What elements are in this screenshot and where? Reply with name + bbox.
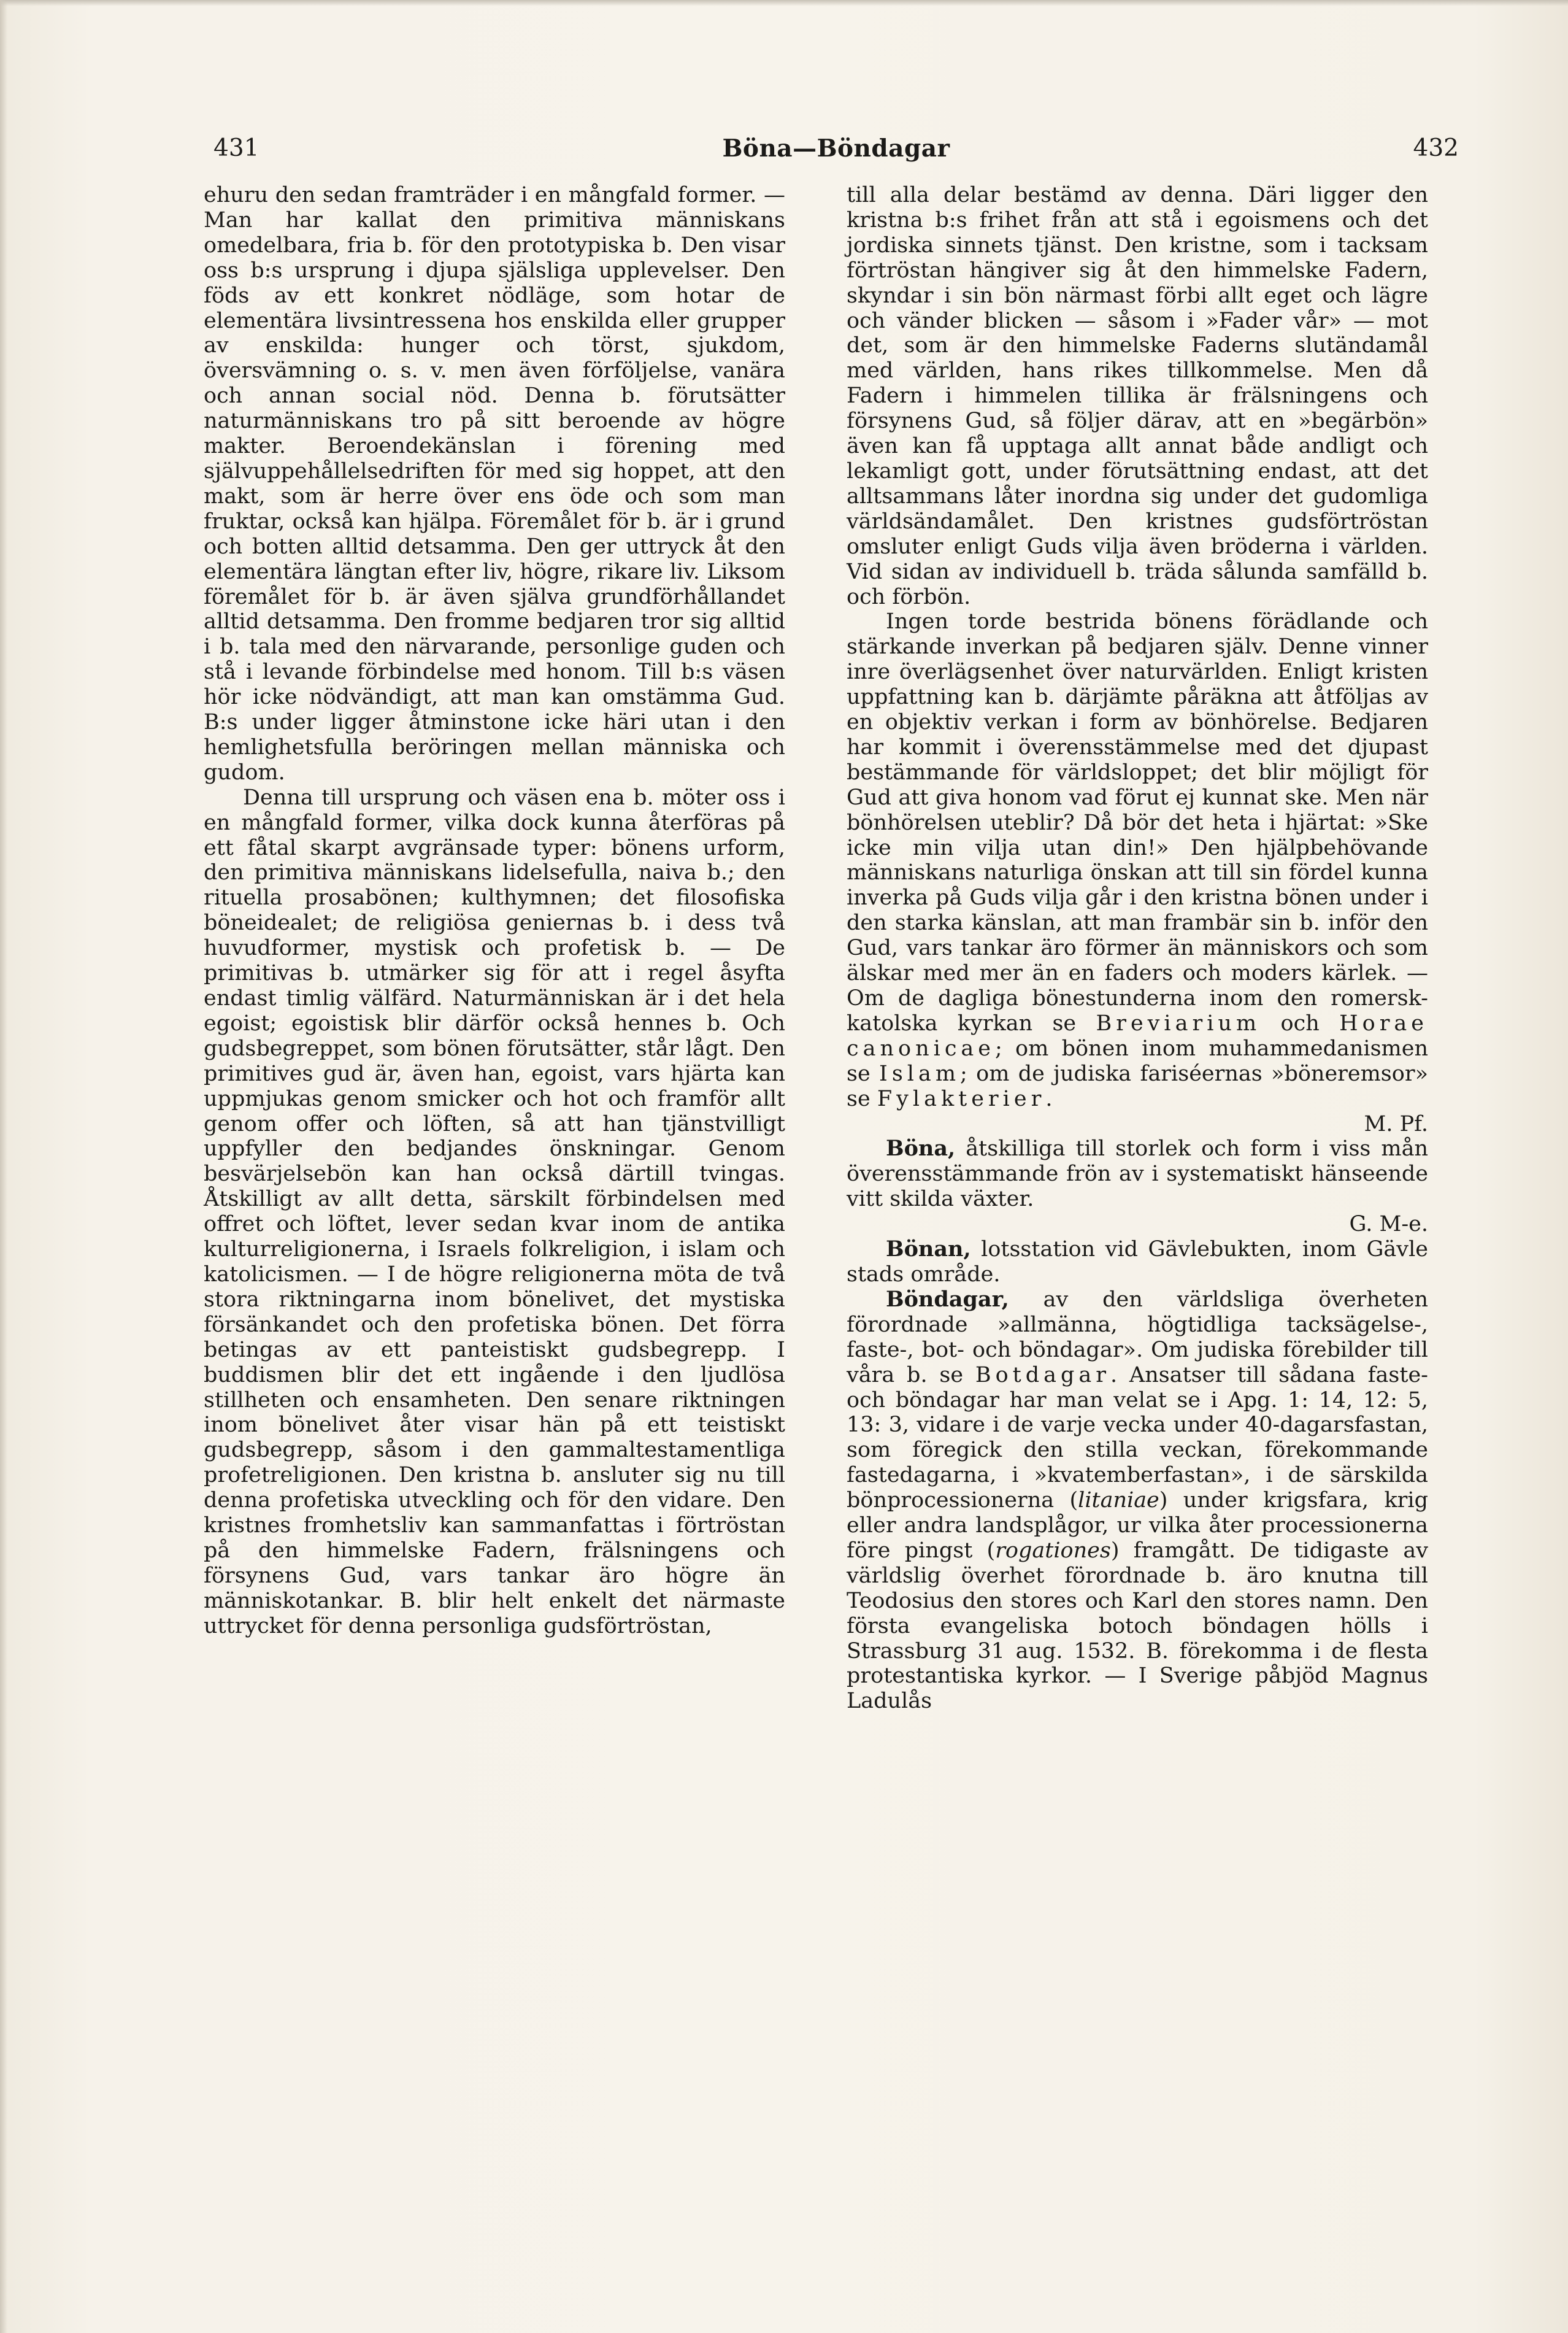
cross-reference-botdagar: Botdagar [975,1362,1110,1387]
left-column [204,183,785,1639]
entry-bondagar [847,1287,1428,1714]
cross-reference-horae-canonicae: Horae canonicae [847,1011,1428,1061]
italic-term-litaniae: litaniae [1078,1488,1159,1513]
right-paragraph-2 [847,609,1428,1136]
right-paragraph-1: till alla delar bestämd av denna. Däri ligger den kristna b:s frihet från att stå i egoismens och det jordiska sinnets tjänst. Den kristne, som i tacksam förtröstan hängiver sig åt den himmelske Fadern, skyndar i sin bön närmast förbi allt eget och lägre och vänder blicken — såsom i »Fader vår» — mot det, som är den himmelske Faderns slutändamål med världen, hans rikes tillkommelse. Men då Fadern i himmelen tillika är frälsningens och försynens Gud, så följer därav, att en »begärbön» även kan få upptaga allt annat både andligt och lekamligt gott, under förutsättning endast, att det alltsammans låter inordna sig under det gudomliga världsändamålet. Den kristnes gudsförtröstan omsluter enligt Guds vilja även bröderna i världen. Vid sidan av individuell b. träda sålunda samfälld b. och förbön. [847,183,1428,609]
entry-text-bondagar-c: ) under krigsfara, krig eller andra landsplågor, ur vilka åter processionerna före pingst ( [847,1488,1429,1563]
page-top-edge [0,0,1568,6]
entry-bona [847,1136,1428,1237]
cross-reference-islam: Islam [879,1061,961,1086]
entry-text-bonan: lotsstation vid Gävlebukten, inom Gävle stads område. [847,1237,1428,1287]
right-paragraph-2-dot: . [1045,1086,1053,1111]
cross-reference-fylakterier: Fylakterier [877,1086,1046,1111]
entry-text-bondagar-d: ) framgått. De tidigaste av världslig överhet förordnade b. äro knutna till Teodosius den stores och Karl den stores namn. Den första evangeliska botoch böndagen hölls i Strassburg 31 aug. 1532. B. förekomma i de flesta protestantiska kyrkor. — I Sverige påbjöd Magnus Ladulås [847,1538,1428,1714]
left-paragraph-2: Denna till ursprung och väsen ena b. möter oss i en mångfald former, vilka dock kunna återföras på ett fåtal skarpt avgränsade typer: bönens urform, den primitiva människans lidelsefulla, naiva b.; den rituella prosabönen; kulthymnen; det filosofiska böneidealet; de religiösa geniernas b. i dess två huvudformer, mystisk och profetisk b. — De primitivas b. utmärker sig för att i regel åsyfta endast timlig välfärd. Naturmänniskan är i det hela egoist; egoistisk blir därför också hennes b. Och gudsbegreppet, som bönen förutsätter, står lågt. Den primitives gud är, även han, egoist, vars hjärta kan uppmjukas genom smicker och hot och framför allt genom offer och löften, så att han tjänstvilligt uppfyller den bedjandes önskningar. Genom besvärjelsebön kan han också därtill tvingas. Åtskilligt av allt detta, särskilt förbindelsen med offret och löftet, lever sedan kvar inom de antika kulturreligionerna, i Israels folkreligion, i islam och katolicismen. — I de högre religionerna möta de två stora riktningarna inom bönelivet, det mystiska försänkandet och den profetiska bönen. Det förra betingas av ett panteistiskt gudsbegrepp. I buddismen blir det ett ingående i den ljudlösa stillheten och ensamheten. Den senare riktningen inom bönelivet åter visar hän på ett teistiskt gudsbegrepp, såsom i den gammaltestamentliga profetreligionen. Den kristna b. ansluter sig nu till denna profetiska utveckling och för den vidare. Den kristnes fromhetsliv kan sammanfattas i förtröstan på den himmelske Fadern, frälsningens och försynens Gud, vars tankar äro högre än människotankar. B. blir helt enkelt det närmaste uttrycket för denna personliga gudsförtröstan, [204,785,785,1638]
entry-bonan [847,1237,1428,1287]
page-number-left: 431 [213,134,259,162]
cross-reference-breviarium: Breviarium [1096,1011,1261,1036]
running-title: Böna—Böndagar [722,134,950,163]
left-paragraph-1: ehuru den sedan framträder i en mångfald former. — Man har kallat den primitiva människans omedelbara, fria b. för den prototypiska b. Den visar oss b:s ursprung i djupa själsliga upplevelser. Den föds av ett konkret nödläge, som hotar de elementära livsintressena hos enskilda eller grupper av enskilda: hunger och törst, sjukdom, översvämning o. s. v. men även förföljelse, vanära och annan social nöd. Denna b. förutsätter naturmänniskans tro på sitt beroende av högre makter. Beroendekänslan i förening med självuppehållelsedriften för med sig hoppet, att den makt, som är herre över ens öde och som man fruktar, också kan hjälpa. Föremålet för b. är i grund och botten alltid detsamma. Den ger uttryck åt den elementära längtan efter liv, högre, rikare liv. Liksom föremålet för b. är även själva grundförhållandet alltid detsamma. Den fromme bedjaren tror sig alltid i b. tala med den närvarande, personlige guden och stå i levande förbindelse med honom. Till b:s väsen hör icke nödvändigt, att man kan omstämma Gud. B:s under ligger åtminstone icke häri utan i den hemlighetsfulla beröringen mellan människa och gudom. [204,183,785,785]
entry-text-bondagar-a: av den världsliga överheten förordnade »allmänna, högtidliga tacksägelse-, faste-, bot- och böndagar». Om judiska förebilder till våra b. se [847,1287,1428,1387]
entry-text-bona: åtskilliga till storlek och form i viss mån överensstämmande frön av i systematiskt hänseende vitt skilda växter. [847,1136,1428,1212]
entry-headword-bona: Böna, [886,1136,956,1162]
conjunction-text: och [1280,1011,1320,1036]
running-header [213,130,1459,167]
entry-headword-bondagar: Böndagar, [886,1286,1009,1312]
page-number-right: 432 [1413,134,1459,162]
right-paragraph-2-text-c: ; om de judiska fariséernas »böneremsor» se [847,1061,1428,1111]
right-paragraph-2-text-b: ; om bönen inom muhammedanismen se [847,1036,1428,1086]
italic-term-rogationes: rogationes [995,1538,1111,1563]
page-left-edge [0,0,7,2333]
entry-text-bondagar-b: . Ansatser till sådana faste- och böndagar har man velat se i Apg. 1: 14, 12: 5, 13: 3, vidare i de varje vecka under 40-dagarsfastan, som föregick den stilla veckan, förekommande fastedagarna, i »kvatemberfastan», i de särskilda bönprocessionerna ( [847,1362,1428,1513]
right-paragraph-2-text-a: Ingen torde bestrida bönens förädlande och stärkande inverkan på bedjaren själv. Denne vinner inre överlägsenhet över naturvärlden. Enligt kristen uppfattning kan b. därjämte påräkna att åtföljas av en objektiv verkan i form av bönhörelse. Bedjaren har kommit i överensstämmelse med det djupast bestämmande för världsloppet; det blir möjligt för Gud att giva honom vad förut ej kunnat ske. Men när bönhörelsen uteblir? Då bör det heta i hjärtat: »Ske icke min vilja utan din!» Den hjälpbehövande människans naturliga önskan att till sin fördel kunna inverka på Guds vilja går i den kristna bönen under i den starka känslan, att man frambär sin b. inför den Gud, vars tankar äro förmer än människors och som älskar med mer än en faders och moders kärlek. — Om de dagliga bönestunderna inom den romersk-katolska kyrkan se [847,609,1428,1036]
author-signature-gme: G. M-e. [1349,1212,1428,1237]
author-signature-mpf: M. Pf. [1364,1111,1428,1136]
entry-headword-bonan: Bönan, [886,1236,971,1262]
right-column [847,183,1428,1714]
